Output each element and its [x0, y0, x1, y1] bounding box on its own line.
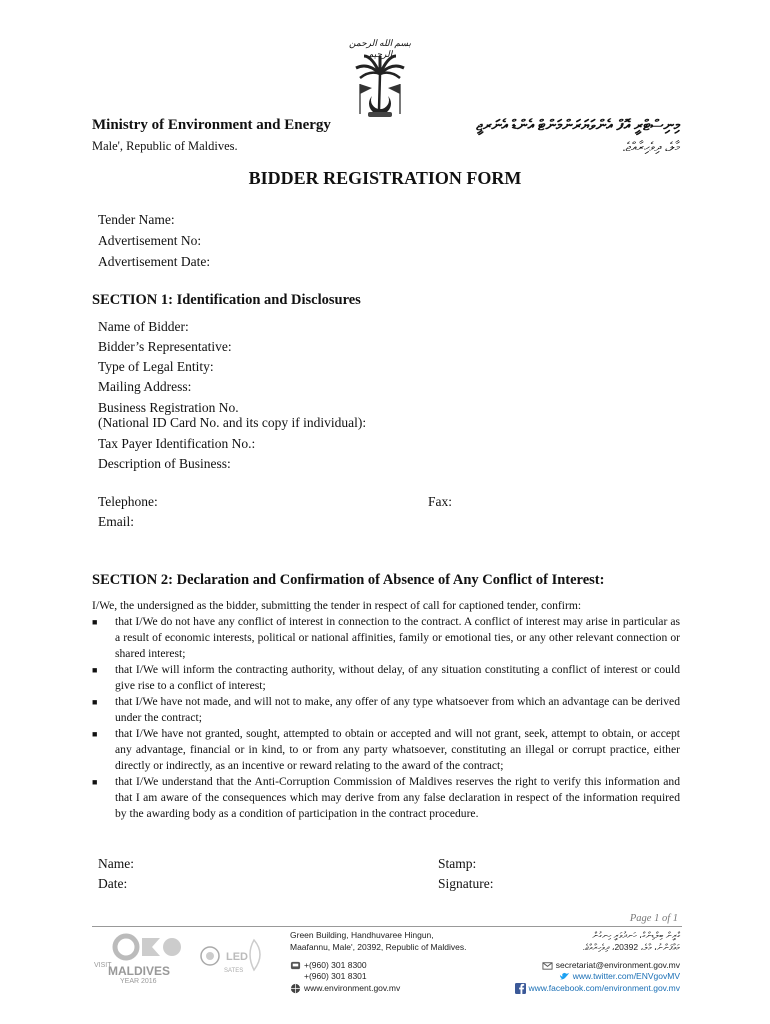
phone-icon [290, 960, 301, 971]
tender-name-label: Tender Name: [98, 212, 175, 227]
email-label: Email: [98, 514, 134, 529]
svg-text:MALDIVES: MALDIVES [108, 964, 171, 978]
telephone-label: Telephone: [98, 494, 158, 509]
footer-facebook[interactable]: www.facebook.com/environment.gov.mv [515, 983, 681, 994]
stamp-label: Stamp: [438, 856, 477, 871]
footer-email[interactable]: secretariat@environment.gov.mv [542, 960, 680, 971]
page-number: Page 1 of 1 [629, 913, 678, 924]
bullet-icon: ■ [92, 729, 98, 739]
fax-label: Fax: [428, 494, 453, 509]
footer-address-line2: Maafannu, Male', 20392, Republic of Maldives. [290, 942, 467, 952]
signoff-date-label: Date: [98, 876, 128, 891]
signature-label: Signature: [438, 876, 494, 891]
bullet-icon: ■ [92, 777, 98, 787]
bullet-icon: ■ [92, 617, 98, 627]
tax-payer-label: Tax Payer Identification No.: [98, 436, 256, 451]
legal-entity-label: Type of Legal Entity: [98, 359, 214, 374]
footer-address-line1: Green Building, Handhuvaree Hingun, [290, 930, 434, 940]
svg-text:SATES: SATES [224, 968, 244, 974]
business-registration-label: Business Registration No. [98, 400, 239, 415]
ministry-address-dhivehi: މާލެ، ދިވެހިރާއްޖެ. [622, 140, 680, 154]
business-description-label: Description of Business: [98, 456, 231, 471]
svg-text:VISIT: VISIT [94, 962, 112, 969]
signoff-name-label: Name: [98, 856, 134, 871]
list-item: ■ that I/We understand that the Anti-Corruption Commission of Maldives reserves the right to verify this information and that I am aware of the consequences which may derive from any false declaration in respect of the information required by the awarding body as a condition of participation in the contract procedure. [92, 775, 680, 820]
mail-icon [542, 960, 553, 971]
visit-maldives-logo [90, 933, 186, 985]
section1-title: SECTION 1: Identification and Disclosures [92, 292, 361, 308]
advertisement-no-label: Advertisement No: [98, 233, 202, 248]
globe-icon [290, 983, 301, 994]
national-emblem-icon [350, 44, 410, 124]
name-of-bidder-label: Name of Bidder: [98, 319, 189, 334]
mailing-address-label: Mailing Address: [98, 379, 192, 394]
ministry-name-dhivehi: މިނިސްޓްރީ އޮފް އެންވަޔަރަންމަންޓް އެންޑް އެނަރޖީ [476, 118, 680, 134]
led-sates-logo [196, 936, 268, 984]
ministry-address-english: Male', Republic of Maldives. [92, 139, 238, 153]
list-item: ■ that I/We have not granted, sought, attempted to obtain or accepted and will not grant, seek, attempt to obtain, or accept any advantage, financial or in kind, to or from any party whatsoever, constituting an illegal or corrupt practice, either directly or indirectly, as an incentive or reward relating to the award of the contract; [92, 727, 680, 772]
footer-divider [92, 926, 682, 927]
form-title: BIDDER REGISTRATION FORM [248, 168, 522, 188]
declaration-list [92, 614, 680, 822]
list-item: ■ that I/We will inform the contracting authority, without delay, of any situation constituting a conflict of interest or could give rise to a conflict of interest; [92, 663, 680, 692]
footer-phone1: +(960) 301 8300 [290, 960, 367, 971]
footer-website[interactable]: www.environment.gov.mv [290, 983, 400, 994]
footer-phone2: +(960) 301 8301 [304, 971, 367, 981]
twitter-icon [559, 971, 570, 982]
bismillah-script: بسم الله الرحمن الرحيم [349, 38, 411, 59]
declaration-block [92, 598, 680, 822]
declaration-intro: I/We, the undersigned as the bidder, submitting the tender in respect of call for captioned tender, confirm: [92, 599, 582, 612]
facebook-icon [515, 983, 526, 994]
ministry-name-english: Ministry of Environment and Energy [92, 117, 331, 133]
bullet-icon: ■ [92, 665, 98, 675]
bullet-icon: ■ [92, 697, 98, 707]
footer-address-dhivehi-line2: މަޢާފަންނު، މާލެ، 20392، ދިވެހިރާއްޖެ. [582, 942, 680, 952]
svg-text:YEAR 2016: YEAR 2016 [120, 978, 157, 985]
footer-address-dhivehi-line1: ގްރީން ބިލްޑިންގް، ހަނދުވަރީ ހިނގުން [592, 930, 680, 940]
section2-title: SECTION 2: Declaration and Confirmation of Absence of Any Conflict of Interest: [92, 572, 605, 588]
list-item: ■ that I/We do not have any conflict of interest in connection to the contract. A conflict of interest may arise in particular as a result of economic interests, political or national affinities, family or emotional ties, or any other relevant connection or shared interest; [92, 615, 680, 660]
svg-text:LED: LED [226, 951, 248, 963]
list-item: ■ that I/We have not made, and will not to make, any offer of any type whatsoever from which an advantage can be derived under the contract; [92, 695, 680, 724]
advertisement-date-label: Advertisement Date: [98, 254, 211, 269]
bidder-representative-label: Bidder’s Representative: [98, 339, 232, 354]
national-id-label: (National ID Card No. and its copy if individual): [98, 415, 367, 430]
footer-twitter[interactable]: www.twitter.com/ENVgovMV [559, 971, 680, 982]
